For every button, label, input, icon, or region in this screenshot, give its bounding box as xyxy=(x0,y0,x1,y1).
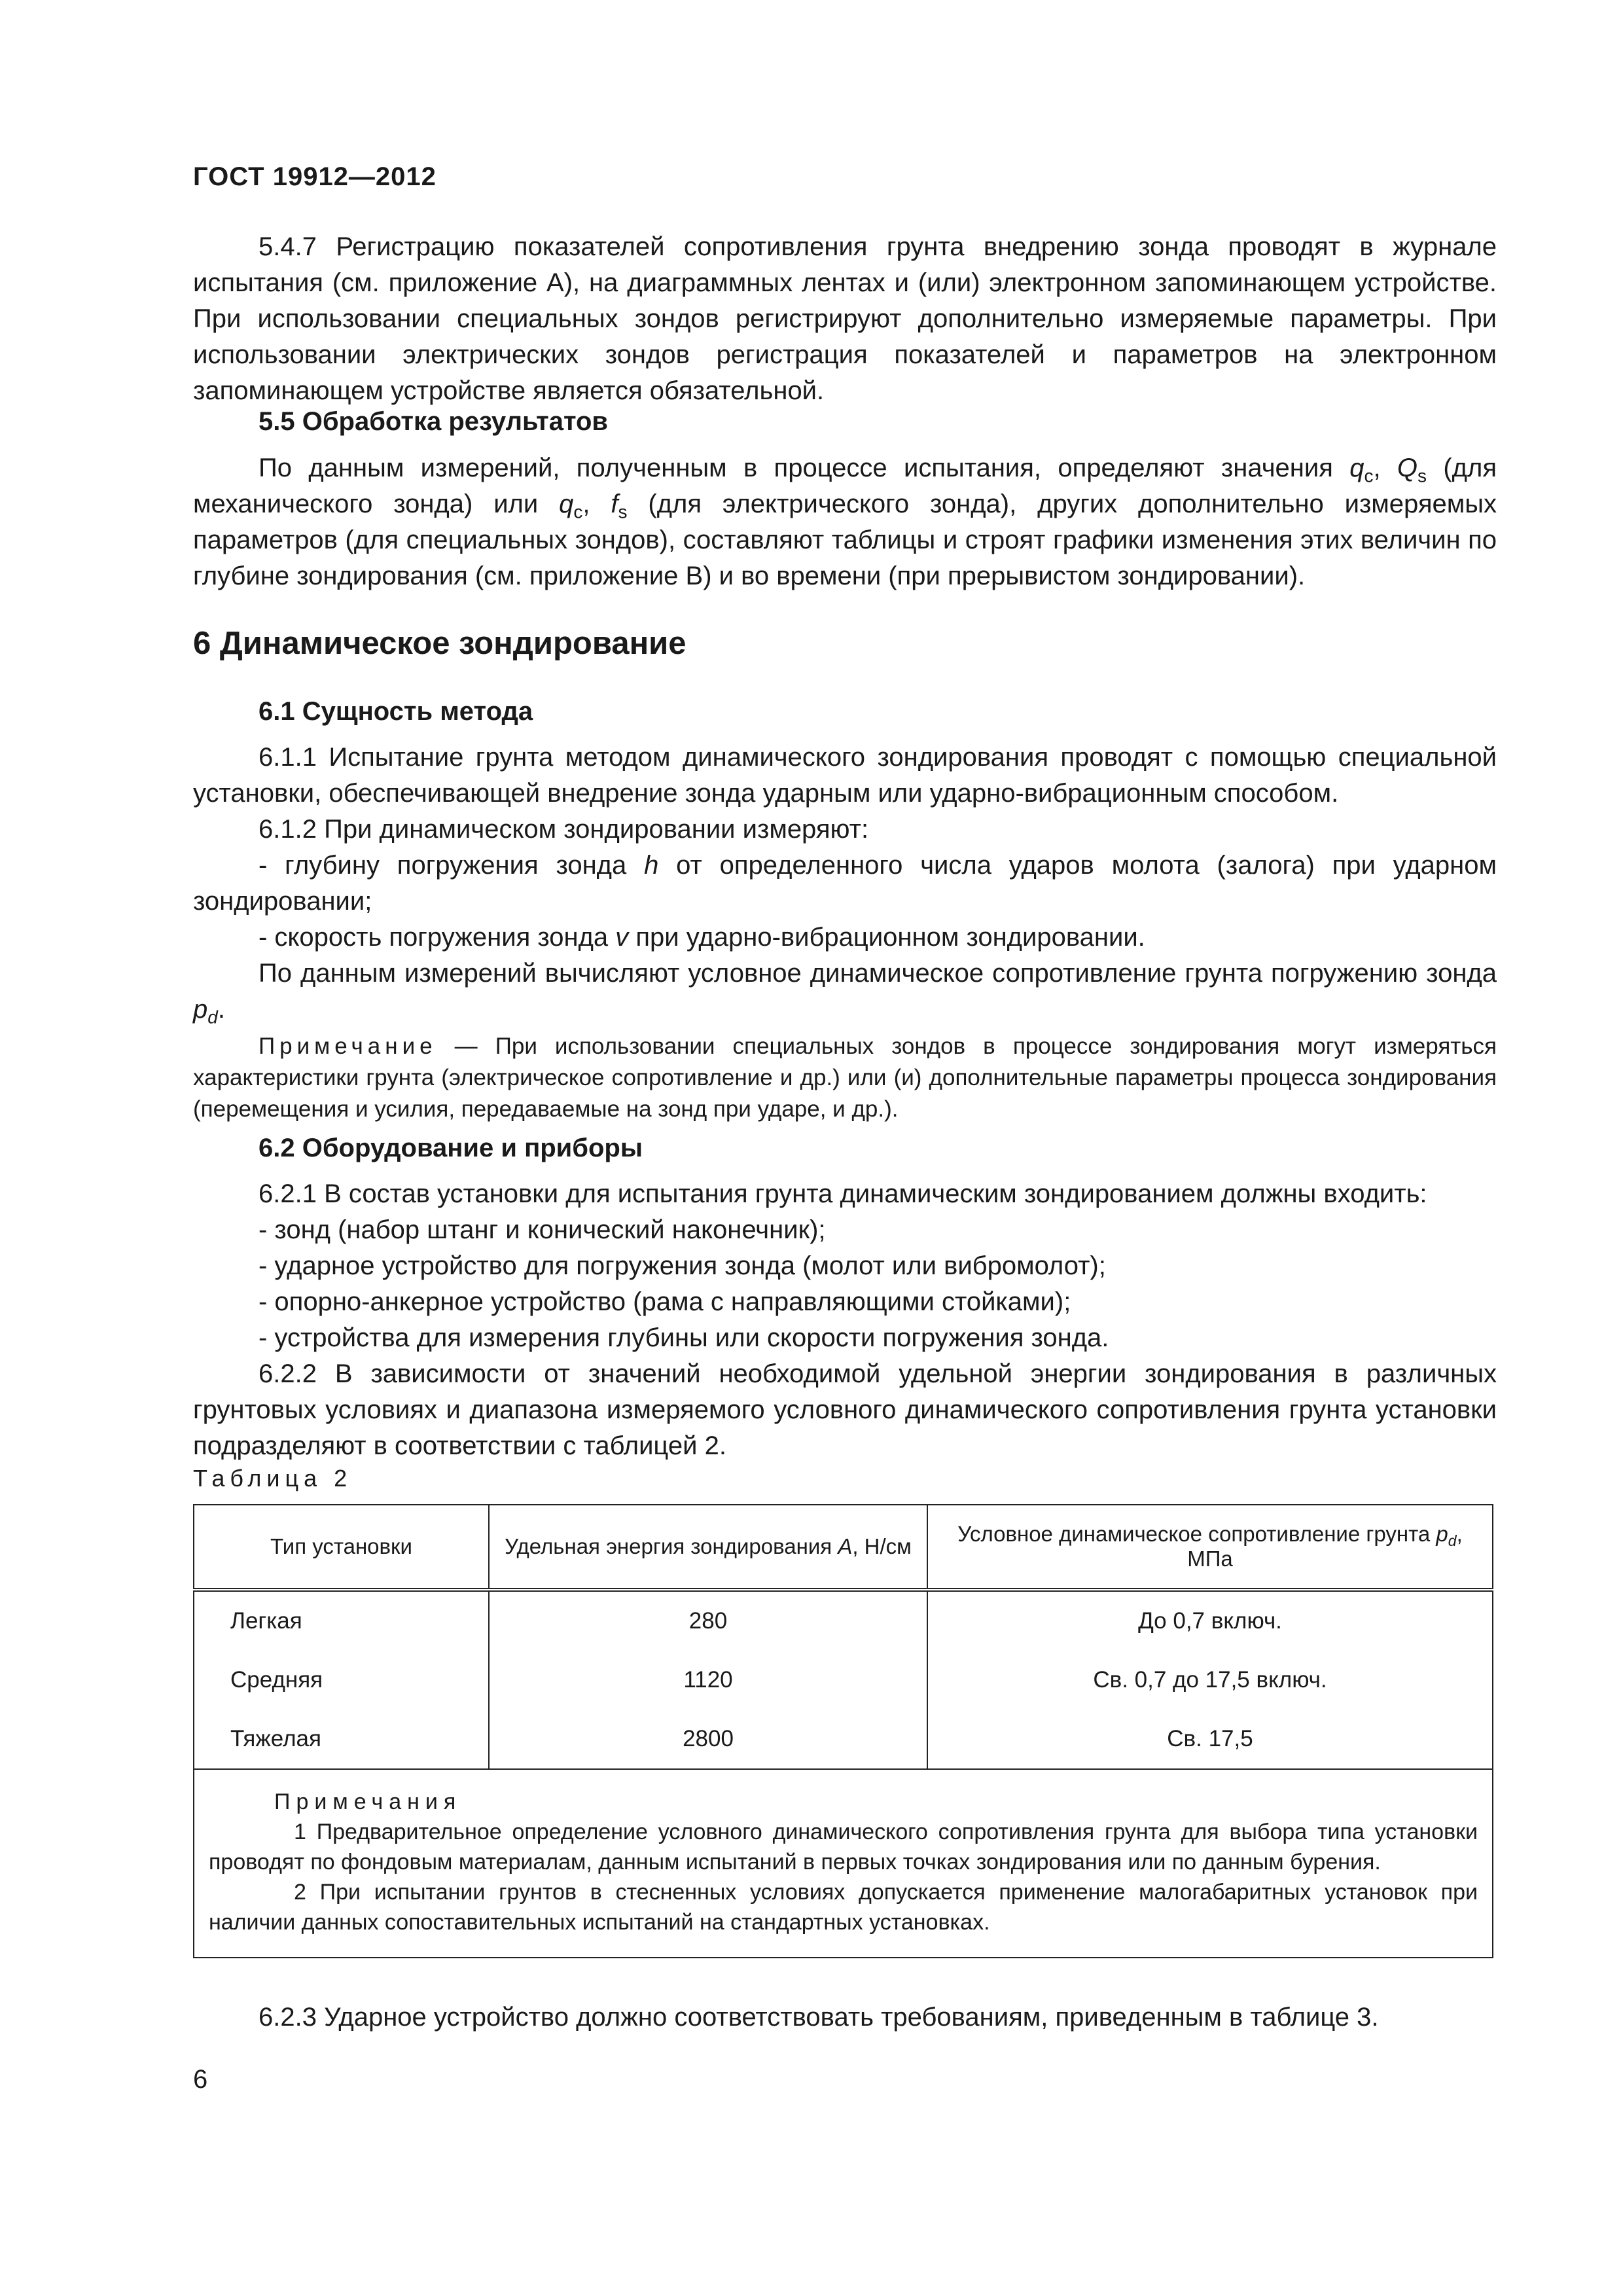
paragraph-6-1-2: 6.1.2 При динамическом зондировании измеряют: xyxy=(259,815,869,844)
page-number: 6 xyxy=(193,2065,208,2094)
paragraph-pd: По данным измерений вычисляют условное динамическое сопротивление грунта погружению зонда $p_d$. xyxy=(193,959,1497,1028)
table-notes xyxy=(194,1769,1493,1958)
paragraph-6-1-1: 6.1.1 Испытание грунта методом динамического зондирования проводят с помощью специальной установки, обеспечивающей внедрение зонда ударным или ударно-вибрационным способом. xyxy=(193,743,1497,808)
list-item-depth: - глубину погружения зонда h от определенного числа ударов молота (залога) при ударном зондировании; xyxy=(193,851,1497,916)
paragraph-6-2-2: 6.2.2 В зависимости от значений необходимой удельной энергии зондирования в различных грунтовых условиях и диапазона измеряемого условного динамического сопротивления грунта установки подразделяют в соответствии с таблицей 2. xyxy=(193,1359,1497,1460)
paragraph-5-4-7: 5.4.7 Регистрацию показателей сопротивления грунта внедрению зонда проводят в журнале испытания (см. приложение А), на диаграммных лентах и (или) электронном запоминающем устройстве. При использовании специальных зондов регистрируют дополнительно измеряемые параметры. При использовании электрических зондов регистрация показателей и параметров на электронном запоминающем устройстве является обязательной. xyxy=(193,232,1497,405)
table-row xyxy=(194,1651,1493,1710)
table-header-energy: Удельная энергия зондирования A, Н/см xyxy=(489,1505,927,1590)
section-6-heading: 6 Динамическое зондирование xyxy=(193,626,687,661)
note-6-1: Примечание — При использовании специальных зондов в процессе зондирования могут измеряться характеристики грунта (электрическое сопротивление и др.) или (и) дополнительные параметры процесса зондирования (перемещения и усилия, передаваемые на зонд при ударе, и др.). xyxy=(193,1033,1497,1122)
table-cell-type: Тяжелая xyxy=(194,1710,489,1769)
table-row xyxy=(194,1710,1493,1769)
table-row xyxy=(194,1590,1493,1651)
section-6-2-heading: 6.2 Оборудование и приборы xyxy=(259,1134,643,1162)
list-item-measure: - устройства для измерения глубины или скорости погружения зонда. xyxy=(259,1323,1109,1352)
table-notes-row xyxy=(194,1769,1493,1958)
section-6-1-heading: 6.1 Сущность метода xyxy=(259,697,533,726)
table-cell-resistance: До 0,7 включ. xyxy=(927,1590,1493,1651)
paragraph-6-2-1: 6.2.1 В состав установки для испытания грунта динамическим зондированием должны входить: xyxy=(259,1179,1427,1208)
table-cell-resistance: Св. 0,7 до 17,5 включ. xyxy=(927,1651,1493,1710)
list-item-impact: - ударное устройство для погружения зонда (молот или вибромолот); xyxy=(259,1251,1106,1280)
table-header-row xyxy=(194,1505,1493,1590)
table-header-type: Тип установки xyxy=(194,1505,489,1590)
table-cell-energy: 280 xyxy=(489,1590,927,1651)
list-item-probe: - зонд (набор штанг и конический наконечник); xyxy=(259,1215,826,1244)
paragraph-6-2-3: 6.2.3 Ударное устройство должно соответствовать требованиям, приведенным в таблице 3. xyxy=(259,2003,1379,2032)
paragraph-5-5: По данным измерений, полученным в процессе испытания, определяют значения $q_c$, $Q_s$ (для механического зонда) или $q_c$, $f_s$ (для электрического зонда), других дополнительно измеряемых параметров (для специальных зондов), составляют таблицы и строят графики изменения этих величин по глубине зондирования (см. приложение В) и во времени (при прерывистом зондировании). xyxy=(193,454,1497,590)
table-cell-resistance: Св. 17,5 xyxy=(927,1710,1493,1769)
table-cell-energy: 2800 xyxy=(489,1710,927,1769)
table-cell-type: Средняя xyxy=(194,1651,489,1710)
list-item-anchor: - опорно-анкерное устройство (рама с направляющими стойками); xyxy=(259,1287,1071,1316)
list-item-speed: - скорость погружения зонда v при ударно-вибрационном зондировании. xyxy=(259,923,1145,952)
table-2 xyxy=(193,1504,1493,1958)
table-note-2: 2 При испытании грунтов в стесненных условиях допускается применение малогабаритных установок при наличии данных сопоставительных испытаний на стандартных установках. xyxy=(209,1880,1478,1935)
table-cell-energy: 1120 xyxy=(489,1651,927,1710)
table-cell-type: Легкая xyxy=(194,1590,489,1651)
table-note-1: 1 Предварительное определение условного динамического сопротивления грунта для выбора типа установки проводят по фондовым материалам, данным испытаний в первых точках зондирования или по данным бурения. xyxy=(209,1820,1478,1874)
section-5-5-heading: 5.5 Обработка результатов xyxy=(259,407,609,436)
table-caption: Таблица 2 xyxy=(193,1465,353,1492)
document-header: ГОСТ 19912—2012 xyxy=(193,162,437,191)
table-notes-title: Примечания xyxy=(274,1789,462,1814)
table-header-resistance: Условное динамическое сопротивление грунта $p_d$, МПа xyxy=(927,1505,1493,1590)
